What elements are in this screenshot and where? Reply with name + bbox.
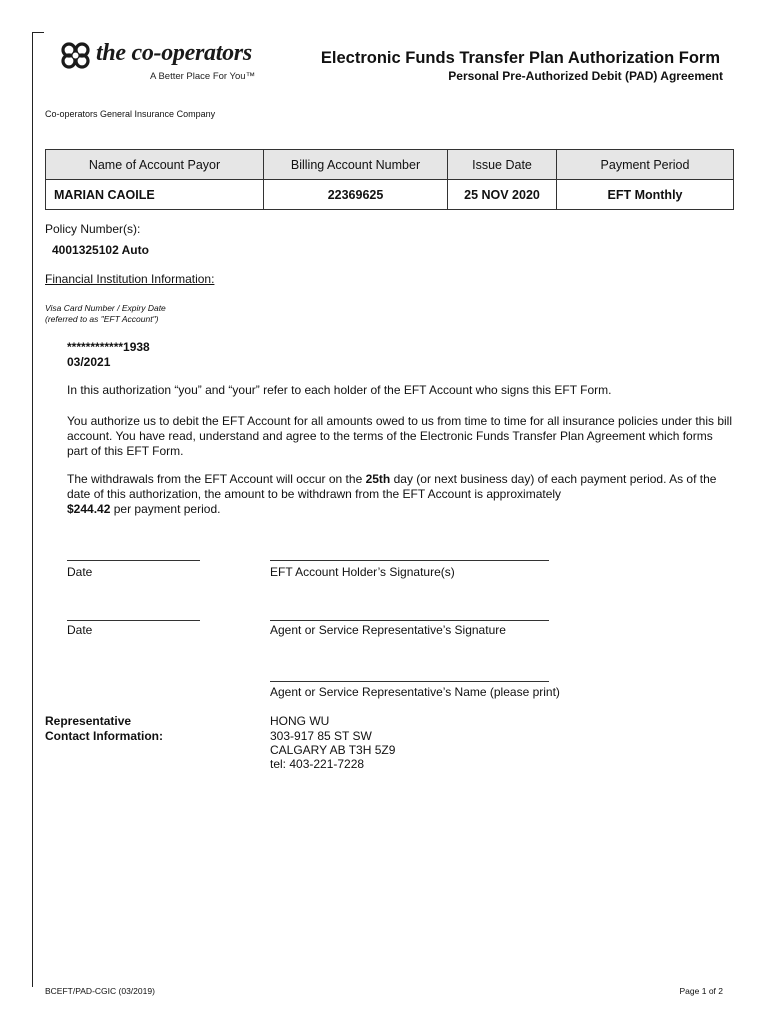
issue-date: 25 NOV 2020 — [448, 180, 557, 210]
representative-name: HONG WU — [270, 714, 330, 728]
representative-address-2: CALGARY AB T3H 5Z9 — [270, 743, 396, 757]
withdrawal-amount: $244.42 — [67, 502, 111, 516]
form-title: Electronic Funds Transfer Plan Authorization Form — [320, 49, 720, 67]
withdrawal-terms — [67, 472, 732, 517]
payment-period: EFT Monthly — [557, 180, 734, 210]
holder-signature-label: EFT Account Holder’s Signature(s) — [270, 565, 455, 579]
frame-border-left — [32, 32, 33, 987]
account-payor-name: MARIAN CAOILE — [46, 180, 264, 210]
card-expiry: 03/2021 — [67, 355, 111, 369]
header-issue-date: Issue Date — [448, 150, 557, 180]
cooperators-logo — [58, 40, 268, 90]
date-label-2: Date — [67, 623, 93, 637]
company-name: Co-operators General Insurance Company — [45, 109, 216, 119]
contact-info-label: Contact Information: — [45, 729, 163, 743]
financial-institution-heading: Financial Institution Information: — [45, 272, 215, 286]
page-number: Page 1 of 2 — [679, 986, 723, 996]
withdrawal-day: 25th — [365, 472, 391, 486]
date-line-1[interactable] — [67, 560, 200, 561]
header-billing-account: Billing Account Number — [264, 150, 448, 180]
representative-label: Representative — [45, 714, 132, 728]
card-label-note: (referred to as "EFT Account") — [45, 314, 159, 324]
card-label: Visa Card Number / Expiry Date — [45, 303, 166, 313]
account-info-table — [45, 149, 734, 210]
table-row — [46, 180, 734, 210]
cooperators-logo-icon — [58, 40, 94, 70]
withdrawal-text-1: The withdrawals from the EFT Account will occur on the — [67, 472, 366, 486]
logo-tagline: A Better Place For You™ — [150, 71, 256, 82]
agent-name-line[interactable] — [270, 681, 549, 682]
logo-wordmark: the co-operators — [96, 40, 252, 66]
authorization-terms: You authorize us to debit the EFT Account for all amounts owed to us from time to time for all insurance policies under this bill account. You have read, understand and agree to the terms of the Electronic Funds Transfer Plan Agreement which forms part of this EFT Form. — [67, 414, 733, 458]
frame-border-top — [32, 32, 44, 33]
form-subtitle: Personal Pre-Authorized Debit (PAD) Agreement — [448, 69, 723, 83]
policy-number-value: 4001325102 Auto — [52, 243, 149, 257]
holder-signature-line[interactable] — [270, 560, 549, 561]
date-label-1: Date — [67, 565, 93, 579]
form-code: BCEFT/PAD-CGIC (03/2019) — [45, 986, 155, 996]
billing-account-number: 22369625 — [264, 180, 448, 210]
authorization-definition: In this authorization “you” and “your” refer to each holder of the EFT Account who signs this EFT Form. — [67, 383, 612, 397]
withdrawal-text-2: day (or next business day) of each payment period. As of the date of this authorization, the amount to be withdrawn from the EFT Account is approximately — [67, 472, 717, 501]
date-line-2[interactable] — [67, 620, 200, 621]
agent-name-label: Agent or Service Representative’s Name (please print) — [270, 685, 560, 699]
policy-number-label: Policy Number(s): — [45, 222, 141, 236]
card-number: ************1938 — [67, 340, 150, 354]
table-header-row — [46, 150, 734, 180]
representative-address-1: 303-917 85 ST SW — [270, 729, 372, 743]
header-account-payor: Name of Account Payor — [46, 150, 264, 180]
agent-signature-label: Agent or Service Representative’s Signature — [270, 623, 506, 637]
agent-signature-line[interactable] — [270, 620, 549, 621]
representative-phone: tel: 403-221-7228 — [270, 757, 365, 771]
header-payment-period: Payment Period — [557, 150, 734, 180]
withdrawal-text-3: per payment period. — [110, 502, 221, 516]
